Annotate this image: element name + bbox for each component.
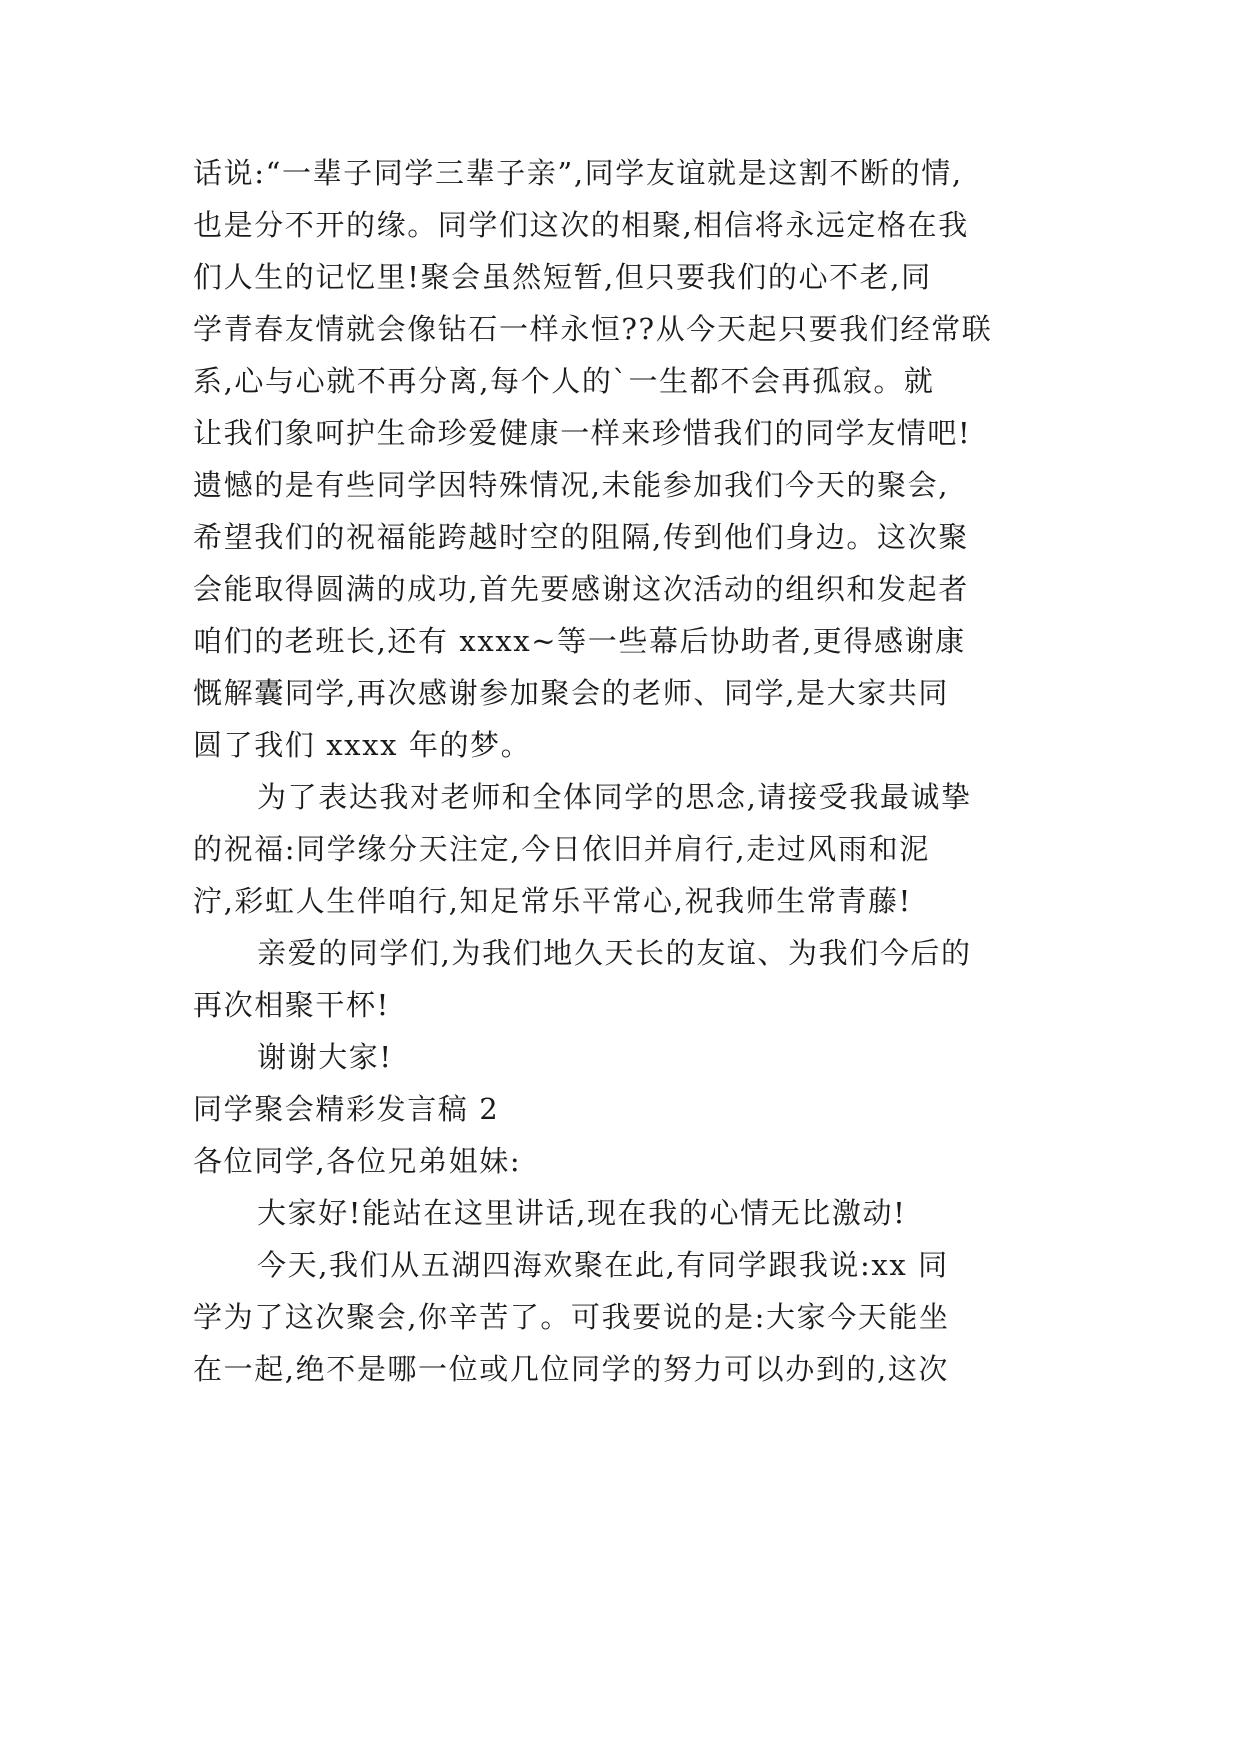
text-line: 在一起,绝不是哪一位或几位同学的努力可以办到的,这次 [193, 1352, 950, 1386]
salutation: 各位同学,各位兄弟姐妹: [193, 1144, 522, 1178]
text-line: 遗憾的是有些同学因特殊情况,未能参加我们今天的聚会, [193, 468, 950, 502]
text-line: 会能取得圆满的成功,首先要感谢这次活动的组织和发起者 [193, 572, 969, 606]
text-line: 让我们象呵护生命珍爱健康一样来珍惜我们的同学友情吧! [193, 416, 972, 450]
text-line: 圆了我们 xxxx 年的梦。 [193, 728, 532, 762]
text-line: 们人生的记忆里!聚会虽然短暂,但只要我们的心不老,同 [193, 260, 932, 294]
closing-line: 谢谢大家! [257, 1040, 393, 1074]
text-line: 咱们的老班长,还有 xxxx~等一些幕后协助者,更得感谢康 [193, 624, 966, 658]
text-line: 泞,彩虹人生伴咱行,知足常乐平常心,祝我师生常青藤! [193, 884, 912, 918]
text-line: 希望我们的祝福能跨越时空的阻隔,传到他们身边。这次聚 [193, 520, 969, 554]
text-line: 也是分不开的缘。同学们这次的相聚,相信将永远定格在我 [193, 208, 969, 242]
text-line: 系,心与心就不再分离,每个人的`一生都不会再孤寂。就 [193, 364, 935, 398]
paragraph-first-line: 大家好!能站在这里讲话,现在我的心情无比激动! [257, 1196, 907, 1230]
paragraph-first-line: 为了表达我对老师和全体同学的思念,请接受我最诚挚 [257, 780, 972, 814]
section-heading: 同学聚会精彩发言稿 2 [193, 1092, 500, 1126]
text-line: 学青春友情就会像钻石一样永恒??从今天起只要我们经常联 [193, 312, 993, 346]
text-line: 话说:“一辈子同学三辈子亲”,同学友谊就是这割不断的情, [193, 156, 963, 190]
paragraph-first-line: 亲爱的同学们,为我们地久天长的友谊、为我们今后的 [257, 936, 972, 970]
text-line: 学为了这次聚会,你辛苦了。可我要说的是:大家今天能坐 [193, 1300, 950, 1334]
paragraph-first-line: 今天,我们从五湖四海欢聚在此,有同学跟我说:xx 同 [257, 1248, 949, 1282]
text-line: 慨解囊同学,再次感谢参加聚会的老师、同学,是大家共同 [193, 676, 950, 710]
text-line: 的祝福:同学缘分天注定,今日依旧并肩行,走过风雨和泥 [193, 832, 930, 866]
text-line: 再次相聚干杯! [193, 988, 390, 1022]
